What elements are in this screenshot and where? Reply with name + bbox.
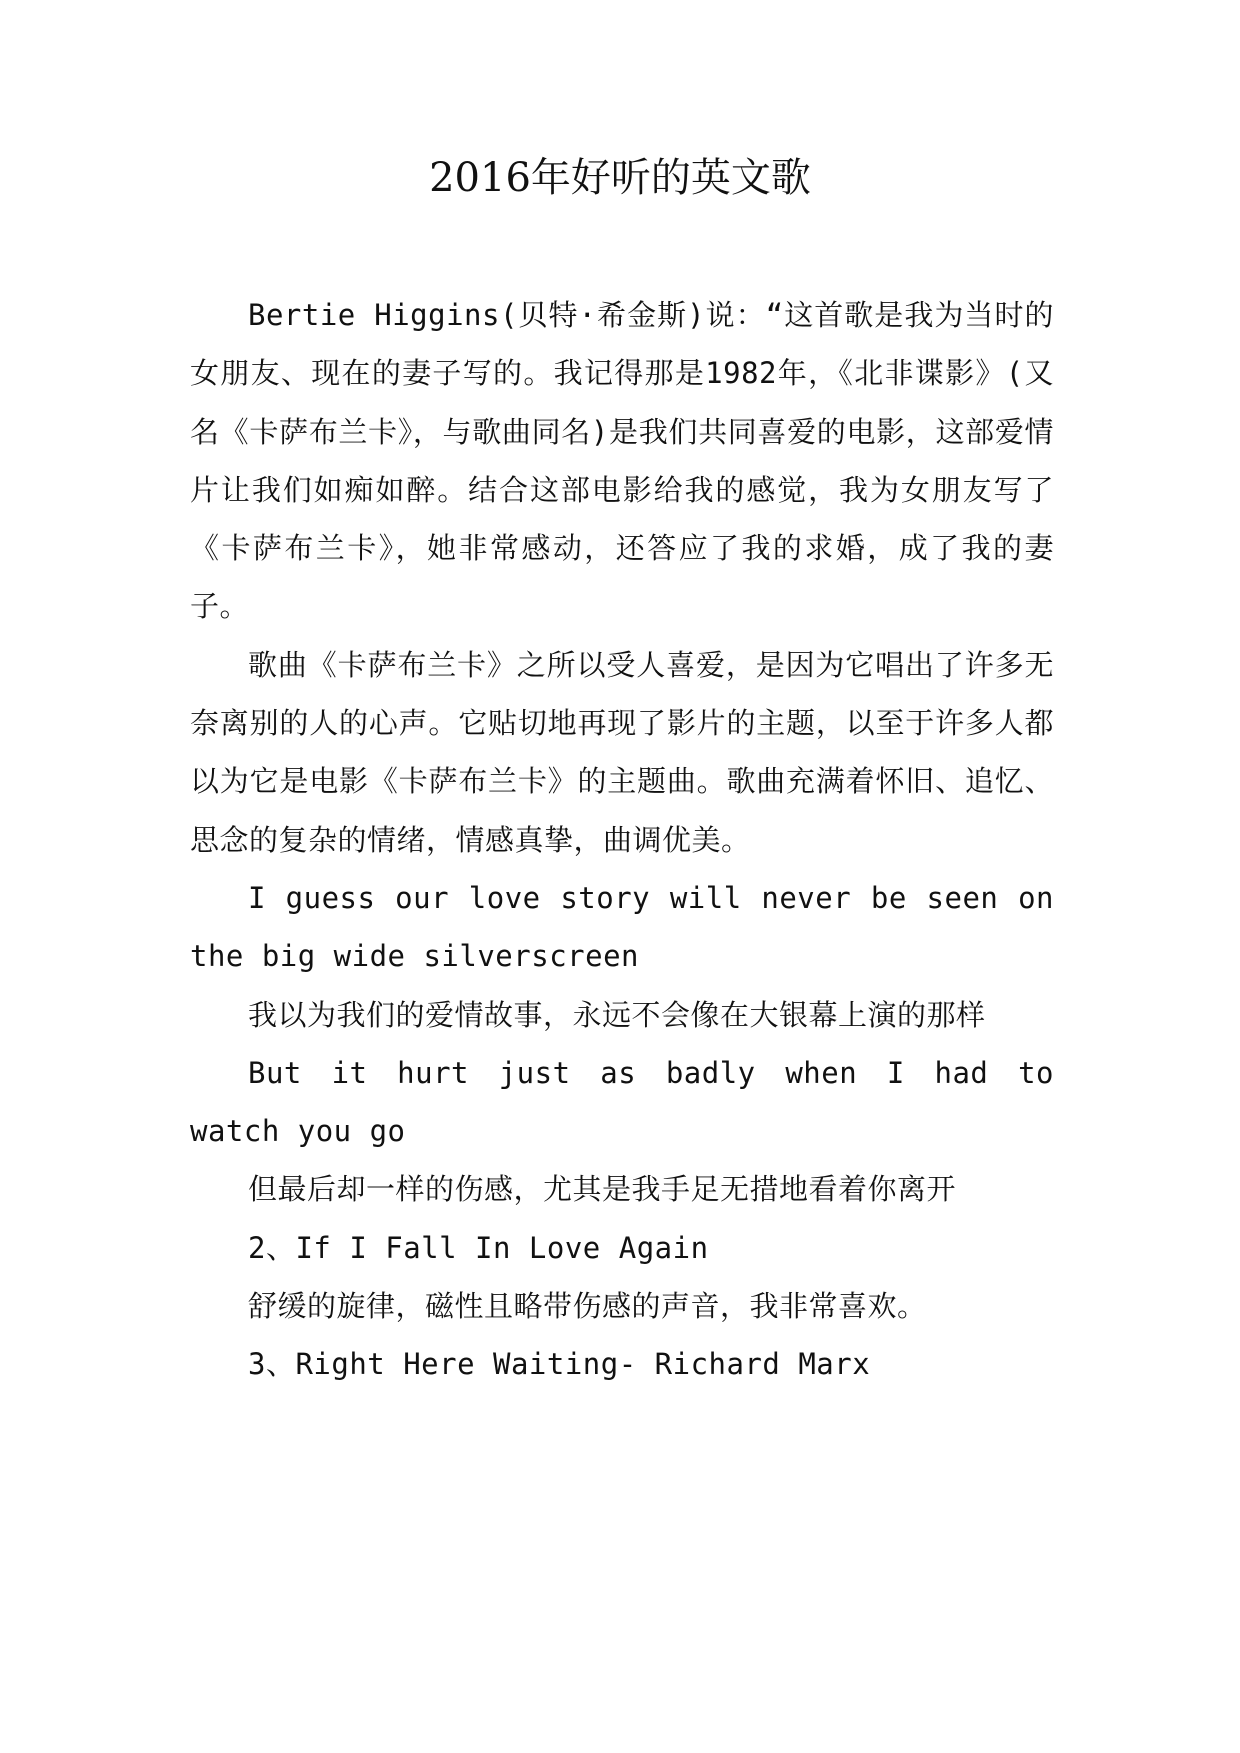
- lyric-line-english-2: But it hurt just as badly when I had to watch you go: [190, 1055, 1054, 1149]
- lyric-line-chinese-2: 但最后却一样的伤感，尤其是我手足无措地看着你离开: [248, 1172, 957, 1207]
- lyric-line-chinese-1: 我以为我们的爱情故事，永远不会像在大银幕上演的那样: [248, 997, 986, 1032]
- lyric-line-english-1: I guess our love story will never be seen on the big wide silverscreen: [190, 880, 1054, 974]
- song-comment-2: 舒缓的旋律，磁性且略带伤感的声音，我非常喜欢。: [248, 1289, 927, 1324]
- document-body: [190, 286, 1054, 1394]
- paragraph-intro-quote: Bertie Higgins(贝特·希金斯)说：“这首歌是我为当时的女朋友、现在的妻子写的。我记得那是1982年，《北非谍影》(又名《卡萨布兰卡》，与歌曲同名)是我们共同喜爱的电影，这部爱情片让我们如痴如醉。结合这部电影给我的感觉，我为女朋友写了《卡萨布兰卡》，她非常感动，还答应了我的求婚，成了我的妻子。: [190, 298, 1054, 624]
- song-heading-2: 2、If I Fall In Love Again: [248, 1230, 709, 1265]
- paragraph-song-description: 歌曲《卡萨布兰卡》之所以受人喜爱，是因为它唱出了许多无奈离别的人的心声。它贴切地再现了影片的主题，以至于许多人都以为它是电影《卡萨布兰卡》的主题曲。歌曲充满着怀旧、追忆、思念的复杂的情绪，情感真挚，曲调优美。: [190, 647, 1054, 857]
- page-title: 2016年好听的英文歌: [429, 155, 811, 201]
- song-heading-3: 3、Right Here Waiting- Richard Marx: [248, 1347, 871, 1382]
